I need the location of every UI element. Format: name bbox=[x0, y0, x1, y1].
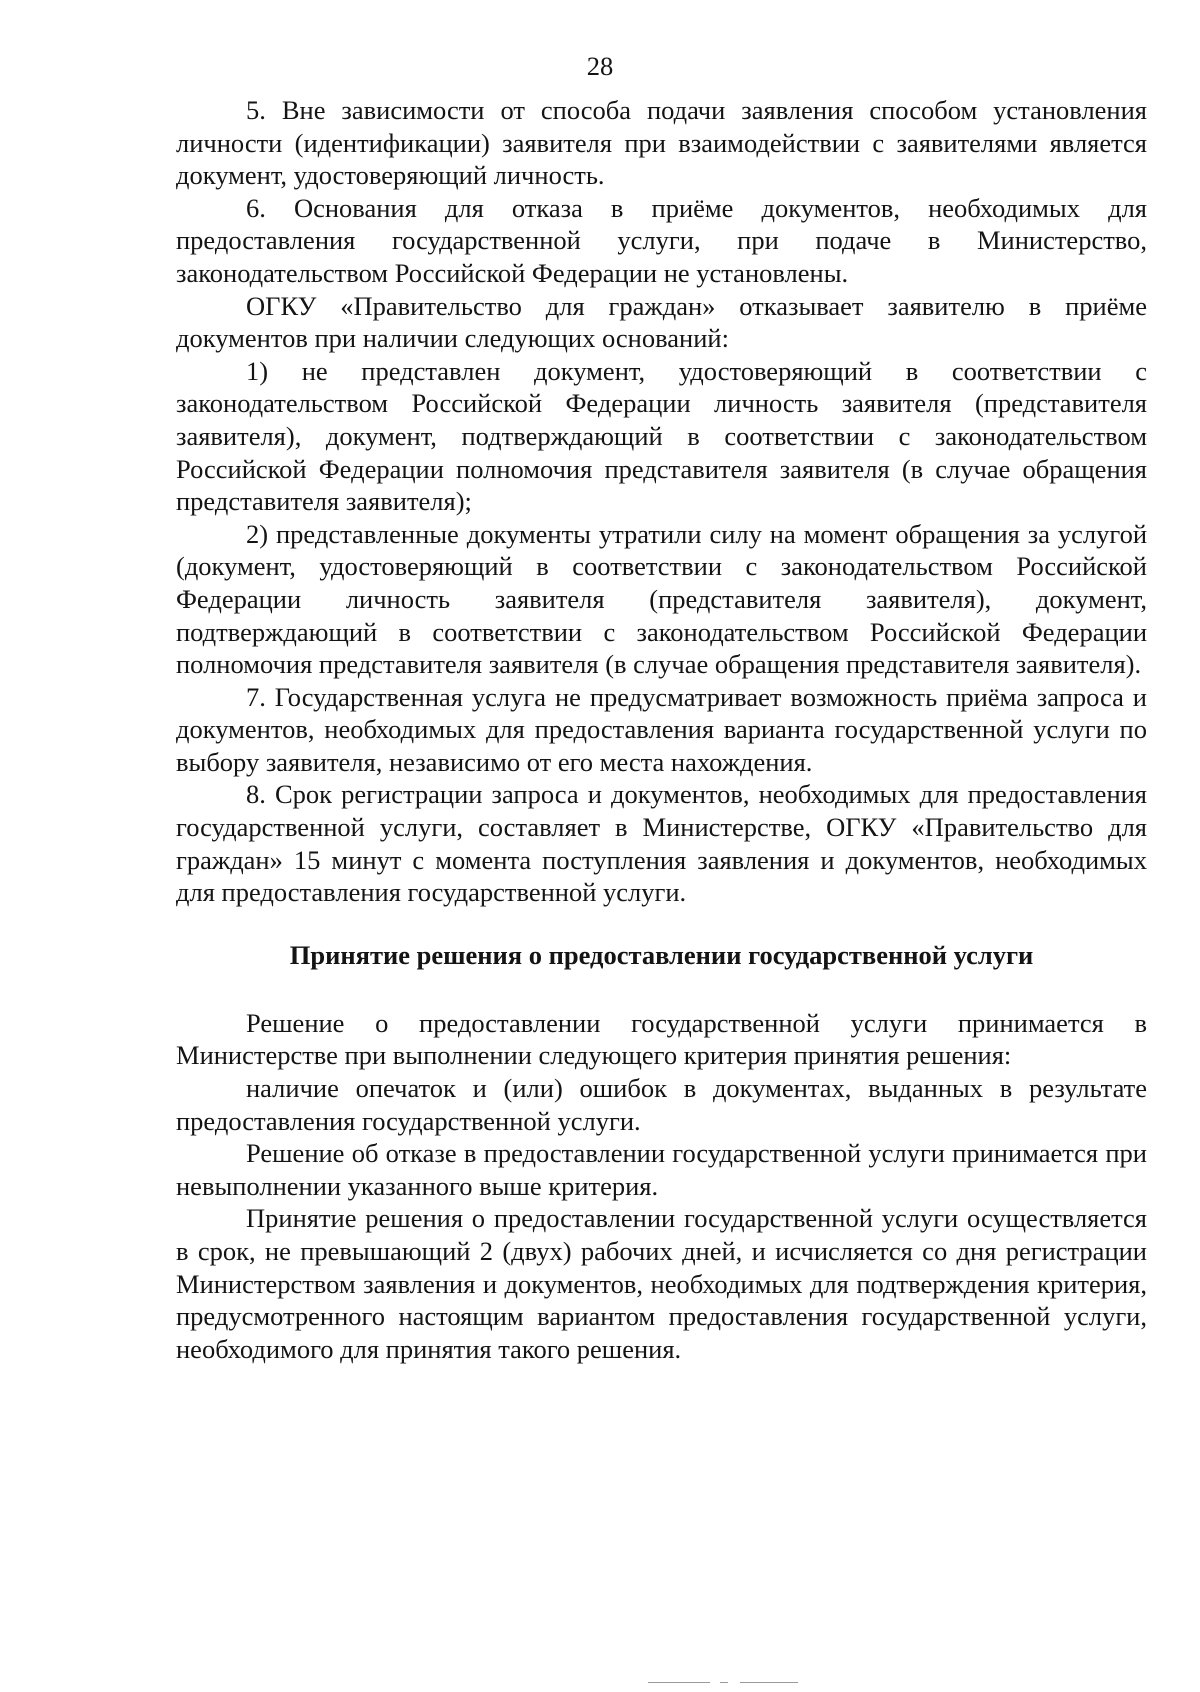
paragraph-item-6: 6. Основания для отказа в приёме документов, необходимых для предоставления государственной услуги, при подаче в Министерство, законодательством Российской Федерации не установлены. bbox=[176, 192, 1147, 288]
page-number-container bbox=[0, 50, 1200, 82]
paragraph-refusal-decision: Решение об отказе в предоставлении государственной услуги принимается при невыполнении указанного выше критерия. bbox=[176, 1138, 1147, 1201]
body-bottom bbox=[176, 1007, 1147, 1366]
paragraph-ground-1: 1) не представлен документ, удостоверяющий в соответствии с законодательством Российской Федерации личность заявителя (представителя заявителя), документ, подтверждающий в соответствии с законодательством Российской Федерации полномочия представителя заявителя (в случае обращения представителя заявителя); bbox=[176, 355, 1147, 517]
footer-mark-line bbox=[740, 1682, 798, 1683]
paragraph-ogku-refusal: ОГКУ «Правительство для граждан» отказывает заявителю в приёме документов при наличии следующих оснований: bbox=[176, 290, 1147, 354]
paragraph-item-8: 8. Срок регистрации запроса и документов, необходимых для предоставления государственной услуги, составляет в Министерстве, ОГКУ «Правительство для граждан» 15 минут с момента поступления заявления и документов, необходимых для предоставления государственной услуги. bbox=[176, 779, 1147, 908]
paragraph-decision-criterion: Решение о предоставлении государственной услуги принимается в Министерстве при выполнении следующего критерия принятия решения: bbox=[176, 1007, 1147, 1071]
paragraph-item-7: 7. Государственная услуга не предусматривает возможность приёма запроса и документов, необходимых для предоставления варианта государственной услуги по выбору заявителя, независимо от его места нахождения. bbox=[176, 681, 1147, 777]
footer-mark-line bbox=[720, 1682, 728, 1683]
paragraph-criterion-item: наличие опечаток и (или) ошибок в документах, выданных в результате предоставления государственной услуги. bbox=[176, 1073, 1147, 1136]
footer-mark-line bbox=[648, 1682, 710, 1683]
footer-scan-marks bbox=[648, 1682, 848, 1686]
paragraph-decision-term: Принятие решения о предоставлении государственной услуги осуществляется в срок, не превышающий 2 (двух) рабочих дней, и исчисляется со дня регистрации Министерством заявления и документов, необходимых для подтверждения критерия, предусмотренного настоящим вариантом предоставления государственной услуги, необходимого для принятия такого решения. bbox=[176, 1203, 1147, 1364]
body-top bbox=[176, 94, 1147, 909]
page-number: 28 bbox=[586, 51, 614, 81]
section-heading: Принятие решения о предоставлении государственной услуги bbox=[289, 939, 1034, 970]
paragraph-ground-2: 2) представленные документы утратили силу на момент обращения за услугой (документ, удостоверяющий в соответствии с законодательством Российской Федерации личность заявителя (представителя заявителя), документ, подтверждающий в соответствии с законодательством Российской Федерации полномочия представителя заявителя (в случае обращения представителя заявителя). bbox=[176, 518, 1147, 680]
paragraph-item-5: 5. Вне зависимости от способа подачи заявления способом установления личности (идентификации) заявителя при взаимодействии с заявителями является документ, удостоверяющий личность. bbox=[176, 95, 1147, 191]
